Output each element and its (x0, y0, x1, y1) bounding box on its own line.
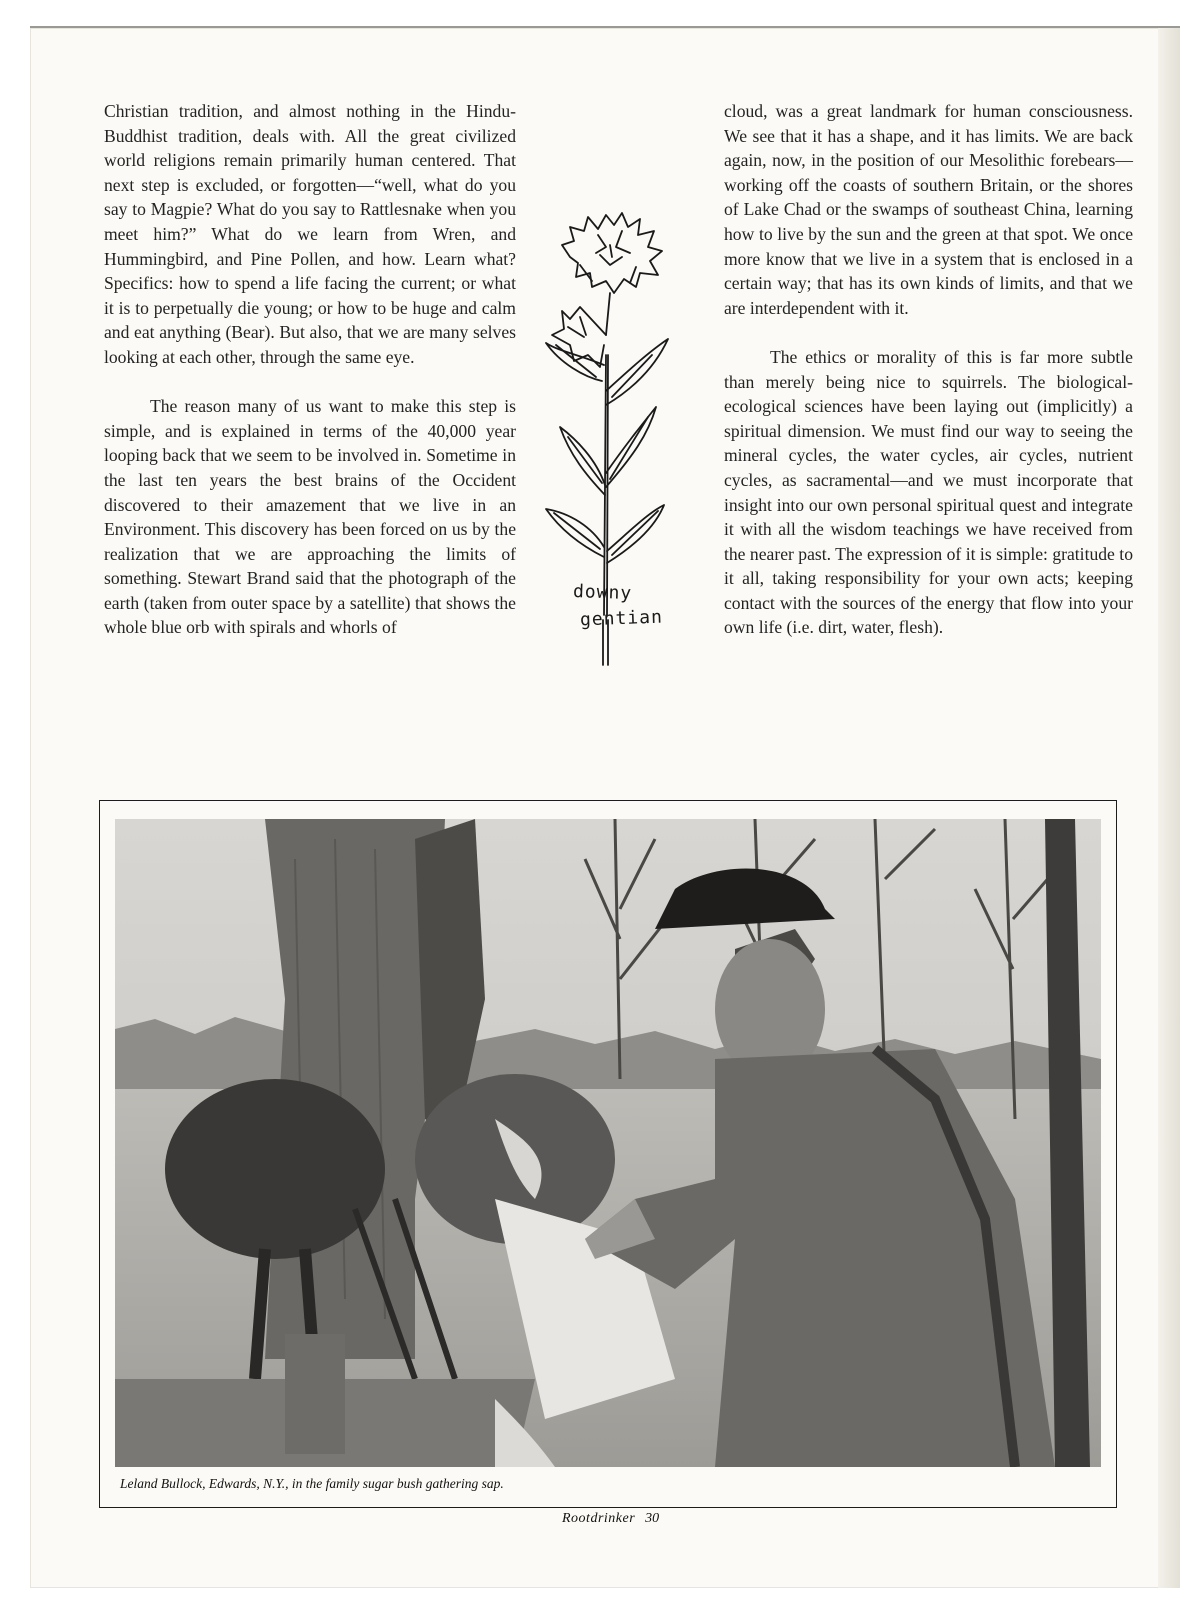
publication-name: Rootdrinker (562, 1511, 636, 1526)
illustration-label-gentian: gentian (579, 606, 664, 631)
right-paragraph-1: cloud, was a great landmark for human consciousness. We see that it has a shape, and it has limits. We are back again, now, in the position of our Mesolithic forebears—working off the coasts of southern Britain, or the shores of Lake Chad or the swamps of southeast China, learning how to live by the sun and the green at that spot. We once more know that we live in a system that is enclosed in a certain way; that has its own kinds of limits, and that we are interdependent with it. (724, 101, 1133, 318)
left-text-column (104, 99, 516, 640)
left-paragraph-1: Christian tradition, and almost nothing in the Hindu-Buddhist tradition, deals with. All the great civilized world religions remain primarily human centered. That next step is excluded, or forgotten—“well, what do you say to Magpie? What do you say to Rattlesnake when you meet him?” What do we learn from Wren, and Hummingbird, and Pine Pollen, and how. Learn what? Specifics: how to spend a life facing the current; or what it is to perpetually die young; or how to be huge and calm and eat anything (Bear). But also, that we are many selves looking at each other, through the same eye. (104, 101, 516, 367)
right-text-column (724, 99, 1133, 640)
page-footer (562, 1511, 659, 1527)
illustration-label-downy: downy (572, 580, 633, 605)
photo-frame (99, 800, 1117, 1508)
sap-gathering-photo (115, 819, 1101, 1467)
left-paragraph-2: The reason many of us want to make this step is simple, and is explained in terms of the 40,000 year looping back that we seem to be involved in. Sometime in the last ten years the best brains of the Occident discovered to their amazement that we live in an Environment. This discovery has been forced on us by the realization that we are approaching the limits of something. Stewart Brand said that the photograph of the earth (taken from outer space by a satellite) that shows the whole blue orb with spirals and whorls of (104, 396, 516, 638)
page-edge (1158, 28, 1180, 1588)
photo-caption: Leland Bullock, Edwards, N.Y., in the family sugar bush gathering sap. (120, 1476, 504, 1491)
page-number: 30 (645, 1511, 660, 1526)
right-paragraph-2: The ethics or morality of this is far more subtle than merely being nice to squirrels. The biological-ecological sciences have been laying out (implicitly) a spiritual dimension. We must find our way to seeing the mineral cycles, the water cycles, air cycles, nutrient cycles, as sacramental—and we must incorporate that insight into our own personal spiritual quest and integrate it with all the wisdom teachings we have received from the nearer past. The expression of it is simple: gratitude to it all, taking responsibility for your own acts; keeping contact with the sources of the energy that flow into your own life (i.e. dirt, water, flesh). (724, 346, 1133, 638)
